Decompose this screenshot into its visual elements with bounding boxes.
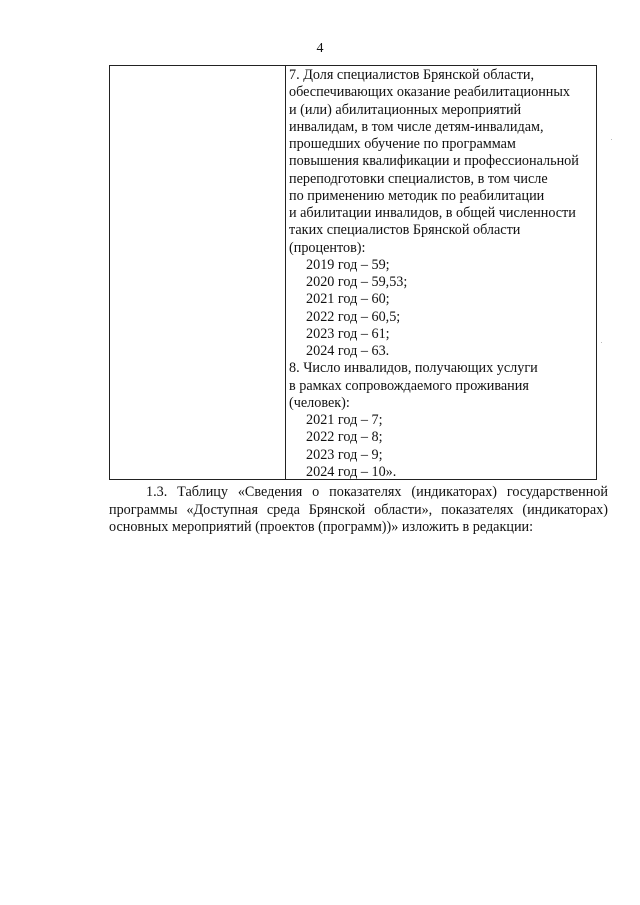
indicator-8-line: 8. Число инвалидов, получающих услуги — [289, 360, 538, 377]
paragraph-line: основных мероприятий (проектов (программ))» изложить в редакции: — [109, 519, 534, 536]
scan-speck — [611, 139, 612, 140]
indicator-7-line: таких специалистов Брянской области — [289, 222, 521, 239]
indicator-8-value: 2023 год – 9; — [306, 446, 383, 463]
table-left-cell — [110, 66, 286, 479]
indicator-7-line: (процентов): — [289, 239, 366, 256]
indicator-8-value: 2024 год – 10». — [306, 463, 397, 480]
indicator-7-line: по применению методик по реабилитации — [289, 187, 545, 204]
indicator-7-value: 2024 год – 63. — [306, 343, 390, 359]
indicator-7-value: 2022 год – 60,5; — [306, 308, 401, 325]
indicator-7-value: 2020 год – 59,53; — [306, 274, 408, 290]
indicator-7-value: 2023 год – 61; — [306, 325, 390, 342]
table-right-cell — [286, 66, 598, 481]
indicator-7-line: и абилитации инвалидов, в общей численности — [289, 205, 576, 221]
indicator-7-value: 2021 год – 60; — [306, 291, 390, 308]
scan-speck — [601, 342, 602, 343]
paragraph-1-3 — [109, 484, 608, 537]
indicator-7-line: повышения квалификации и профессиональной — [289, 153, 579, 170]
page-number: 4 — [316, 41, 324, 56]
indicator-7-value: 2019 год – 59; — [306, 256, 390, 273]
indicator-8-value: 2022 год – 8; — [306, 429, 383, 446]
indicator-7-line: переподготовки специалистов, в том числе — [289, 170, 548, 187]
indicator-7-line: прошедших обучение по программам — [289, 136, 516, 152]
indicators-table — [109, 65, 597, 480]
indicator-8-line: (человек): — [289, 394, 350, 411]
indicator-7-line: и (или) абилитационных мероприятий — [289, 101, 522, 118]
indicator-7-line: инвалидам, в том числе детям-инвалидам, — [289, 118, 544, 135]
paragraph-line: 1.3. Таблицу «Сведения о показателях (индикаторах) государственной — [146, 484, 608, 500]
indicator-8-line: в рамках сопровождаемого проживания — [289, 377, 529, 394]
indicator-7-line: 7. Доля специалистов Брянской области, — [289, 67, 535, 83]
indicator-8-value: 2021 год – 7; — [306, 412, 383, 428]
paragraph-line: программы «Доступная среда Брянской области», показателях (индикаторах) — [109, 501, 608, 518]
indicator-7-line: обеспечивающих оказание реабилитационных — [289, 84, 571, 101]
